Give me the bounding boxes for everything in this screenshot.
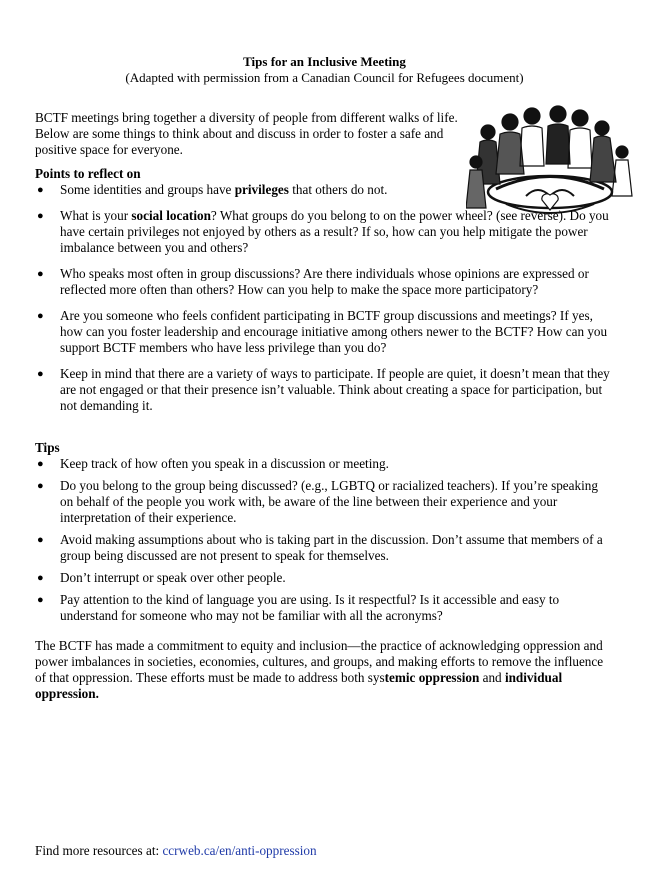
bullet-icon: ●: [37, 594, 44, 606]
points-list: [35, 182, 610, 424]
bullet-icon: ●: [37, 480, 44, 492]
closing-paragraph: The BCTF has made a commitment to equity and inclusion—the practice of acknowledging oppression and power imbalances in societies, economies, cultures, and groups, and making efforts to remove the influence of that oppression. These efforts must be made to address both systemic oppression and individual oppression.: [35, 638, 604, 701]
tips-list: [35, 456, 610, 630]
bullet-icon: ●: [37, 572, 44, 584]
list-item: ● Don’t interrupt or speak over other people.: [37, 570, 286, 585]
bullet-icon: ●: [37, 534, 44, 546]
list-item: ● Are you someone who feels confident participating in BCTF group discussions and meetings? If yes, how can you foster leadership and encourage initiative among others newer to the BCTF? How can you support BCTF members who have less privilege than you do?: [37, 308, 608, 355]
footer: [35, 843, 317, 859]
page-subtitle: (Adapted with permission from a Canadian Council for Refugees document): [125, 70, 524, 85]
bullet-icon: ●: [37, 368, 44, 380]
intro-paragraph: BCTF meetings bring together a diversity of people from different walks of life. Below are some things to think about and discuss in order to foster a safe and positive space for everyone.: [35, 110, 458, 157]
page-title: Tips for an Inclusive Meeting: [243, 54, 406, 69]
list-item: ● Do you belong to the group being discussed? (e.g., LGBTQ or racialized teachers). If you’re speaking on behalf of the people you work with, be aware of the line between their experience and your interpretation of their experience.: [37, 478, 598, 525]
bullet-icon: ●: [37, 184, 44, 196]
tips-heading: Tips: [35, 440, 60, 455]
bullet-icon: ●: [37, 210, 44, 222]
bullet-icon: ●: [37, 310, 44, 322]
resources-link[interactable]: ccrweb.ca/en/anti-oppression: [162, 843, 317, 858]
bullet-icon: ●: [37, 268, 44, 280]
footer-label: Find more resources at:: [35, 843, 163, 858]
list-item: ● Avoid making assumptions about who is taking part in the discussion. Don’t assume that members of a group being discussed are not present to speak for themselves.: [37, 532, 603, 563]
list-item: ● Keep track of how often you speak in a discussion or meeting.: [37, 456, 389, 471]
points-heading: Points to reflect on: [35, 166, 141, 181]
bullet-icon: ●: [37, 458, 44, 470]
list-item: ● Keep in mind that there are a variety of ways to participate. If people are quiet, it doesn’t mean that they are not engaged or that their presence isn’t valuable. Think about creating a space for participation, but not demanding it.: [37, 366, 610, 413]
list-item: ● Pay attention to the kind of language you are using. Is it respectful? Is it accessible and easy to understand for someone who may not be familiar with all the acronyms?: [37, 592, 560, 623]
list-item: ● Some identities and groups have privileges that others do not.: [37, 182, 388, 197]
list-item: ● What is your social location? What groups do you belong to on the power wheel? (see reverse). Do you have certain privileges not enjoyed by others as a result? If so, how can you help mitigate the power imbalance between you and others?: [37, 208, 609, 255]
list-item: ● Who speaks most often in group discussions? Are there individuals whose opinions are expressed or reflected more often than others? How can you help to make the space more participatory?: [37, 266, 589, 297]
